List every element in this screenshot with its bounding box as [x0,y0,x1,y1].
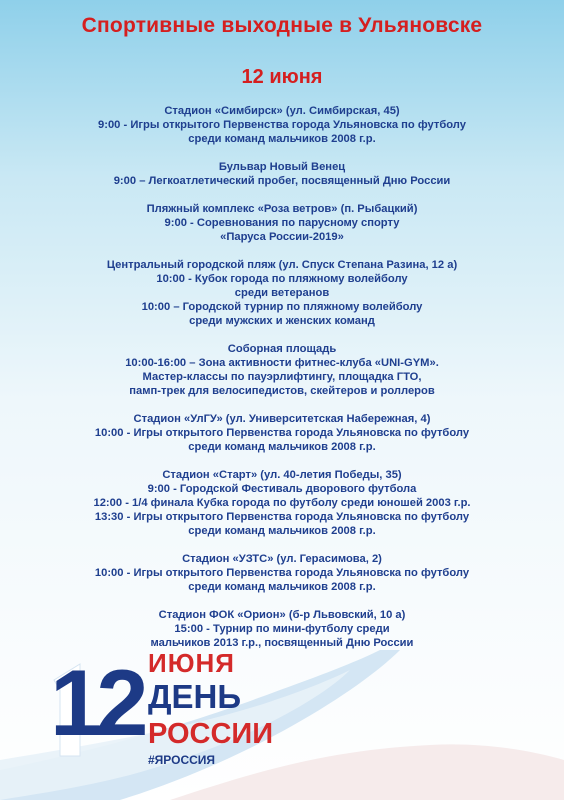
event-block [0,468,564,538]
event-venue: Стадион «УЗТС» (ул. Герасимова, 2) [182,553,382,565]
event-line: среди команд мальчиков 2008 г.р. [188,525,376,537]
event-block [0,412,564,454]
event-line: 9:00 - Городской Фестиваль дворового футбола [147,483,417,495]
event-venue: Пляжный комплекс «Роза ветров» (п. Рыбацкий) [146,203,418,215]
event-block [0,202,564,244]
event-line: среди ветеранов [234,287,330,299]
event-block [0,104,564,146]
event-venue: Стадион «Симбирск» (ул. Симбирская, 45) [164,105,400,117]
event-line: 13:30 - Игры открытого Первенства города Ульяновска по футболу [94,511,470,523]
event-line: 10:00 - Игры открытого Первенства города Ульяновска по футболу [94,567,470,579]
event-line: 12:00 - 1/4 финала Кубка города по футболу среди юношей 2003 г.р. [93,497,471,509]
event-line: «Паруса России-2019» [220,231,344,243]
logo-month: ИЮНЯ [148,648,235,678]
event-venue: Центральный городской пляж (ул. Спуск Степана Разина, 12 а) [106,259,458,271]
event-line: среди мужских и женских команд [189,315,375,327]
event-line: среди команд мальчиков 2008 г.р. [188,581,376,593]
events-list [0,104,564,664]
event-date: 12 июня [241,66,323,88]
event-line: Мастер-классы по пауэрлифтингу, площадка ГТО, [142,371,422,383]
event-venue: Стадион «Старт» (ул. 40-летия Победы, 35) [162,469,402,481]
event-block [0,608,564,650]
logo-number: 12 [50,650,143,755]
event-line: 15:00 - Турнир по мини-футболу среди [174,623,390,635]
event-venue: Стадион ФОК «Орион» (б-р Львовский, 10 а) [158,609,406,621]
event-line: 10:00 - Игры открытого Первенства города Ульяновска по футболу [94,427,470,439]
event-line: 9:00 - Игры открытого Первенства города Ульяновска по футболу [98,119,466,131]
event-line: 10:00 – Городской турнир по пляжному волейболу [141,301,423,313]
event-line: мальчиков 2013 г.р., посвященный Дню России [150,637,414,649]
event-venue: Бульвар Новый Венец [218,161,346,173]
logo-hashtag: #ЯРОССИЯ [148,753,216,767]
event-venue: Соборная площадь [227,343,337,355]
page-title: Спортивные выходные в Ульяновске [81,14,483,37]
event-venue: Стадион «УлГУ» (ул. Университетская Набережная, 4) [133,413,431,425]
event-line: среди команд мальчиков 2008 г.р. [188,133,376,145]
event-line: 9:00 – Легкоатлетический пробег, посвященный Дню России [113,175,451,187]
event-block [0,552,564,594]
logo-russia: РОССИИ [148,718,274,750]
event-line: 10:00 - Кубок города по пляжному волейболу [156,273,408,285]
russia-day-logo [50,648,280,783]
event-line: памп-трек для велосипедистов, скейтеров и роллеров [129,385,435,397]
event-line: 9:00 - Соревнования по парусному спорту [164,217,400,229]
event-line: 10:00-16:00 – Зона активности фитнес-клуба «UNI-GYM». [125,357,439,369]
event-block [0,160,564,188]
event-block [0,258,564,328]
event-line: среди команд мальчиков 2008 г.р. [188,441,376,453]
event-block [0,342,564,398]
logo-day: ДЕНЬ [148,678,242,715]
